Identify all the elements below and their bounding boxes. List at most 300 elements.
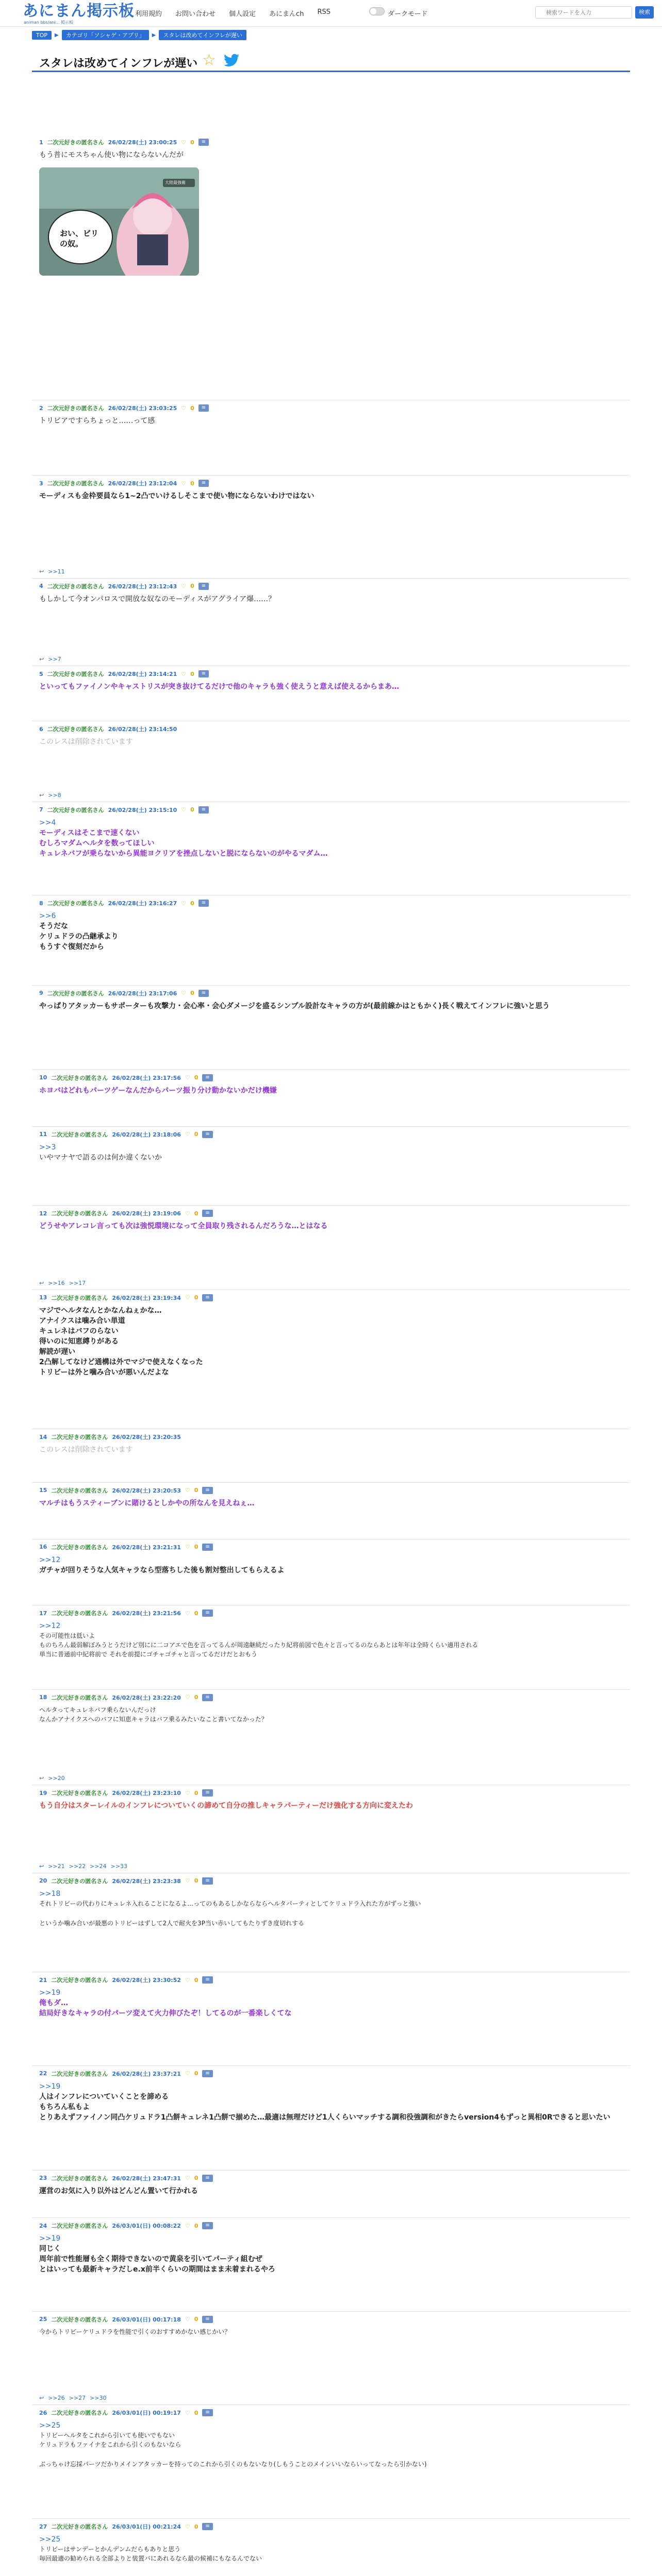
post <box>32 403 630 476</box>
post-body <box>39 682 617 692</box>
post-author: 二次元好きの匿名さん <box>51 1790 108 1797</box>
breadcrumb-separator-icon: ▶ <box>55 32 59 38</box>
reply-link[interactable]: >>21 <box>48 1862 65 1870</box>
search-button[interactable]: 検索 <box>635 6 654 19</box>
like-count: 0 <box>194 1210 198 1217</box>
reply-arrow-icon: ↩ <box>39 1279 44 1286</box>
post-text-line: トリビーはサンデーとかんデンムだらもありと思う <box>39 2546 181 2553</box>
report-button[interactable]: ≡ <box>202 2316 212 2323</box>
reply-anchor-link[interactable]: >>6 <box>39 912 56 921</box>
post-image[interactable] <box>39 167 199 276</box>
post-date: 26/02/28(土) 23:12:04 <box>108 480 177 487</box>
post-text-line: 今からトリビーケリュドラを性能で引くのおすすめかない感じかい？ <box>39 2328 231 2335</box>
post-meta <box>39 989 209 998</box>
post-number[interactable]: 3 <box>39 480 43 487</box>
reply-link[interactable]: >>33 <box>110 1862 127 1870</box>
post-author: 二次元好きの匿名さん <box>51 1434 108 1441</box>
post-text-line: 周年前で性能層も全く期待できないので黄泉を引いてパーティ組むぜ <box>39 2255 262 2264</box>
post-body <box>39 1221 617 1231</box>
report-button[interactable]: ≡ <box>198 139 209 146</box>
post <box>32 582 630 667</box>
thread-title: スタレは改めてインフレが遅い <box>39 57 198 70</box>
post-text-line <box>39 2449 617 2460</box>
reply-arrow-icon: ↩ <box>39 568 44 575</box>
post <box>32 989 630 1070</box>
post-author: 二次元好きの匿名さん <box>51 1694 108 1701</box>
search-input[interactable] <box>535 6 632 19</box>
post <box>32 724 630 802</box>
post-text-line: というか噛み合いが最悪のトリビーはずして2人で耐火を3P当い赤いしてもたりずき度切れする <box>39 1919 305 1927</box>
post-author: 二次元好きの匿名さん <box>47 139 104 146</box>
reply-link[interactable]: >>11 <box>48 568 65 575</box>
post-number[interactable]: 13 <box>39 1294 47 1301</box>
reply-anchor-link[interactable]: >>4 <box>39 818 56 827</box>
post <box>32 1073 630 1127</box>
post-number[interactable]: 25 <box>39 2316 47 2323</box>
report-button[interactable]: ≡ <box>198 990 209 997</box>
post-text-line: もう普にモスちゃん使い物にならないんだが <box>39 151 184 159</box>
post-body <box>39 2534 617 2563</box>
like-count: 0 <box>194 2409 198 2416</box>
reply-link[interactable]: >>17 <box>69 1279 86 1286</box>
post-author: 二次元好きの匿名さん <box>51 2316 108 2323</box>
nav-animanch[interactable]: あにまんch <box>269 10 304 18</box>
breadcrumb-thread[interactable]: スタレは改めてインフレが遅い <box>159 30 246 40</box>
reply-arrow-icon: ↩ <box>39 2395 44 2402</box>
post-text-line: モーディスはそこまで速くない <box>39 828 140 837</box>
reply-link[interactable]: >>20 <box>48 1774 65 1782</box>
post-text-line: このレスは削除されています <box>39 1446 133 1454</box>
like-heart-icon[interactable]: ♡ <box>185 1074 190 1081</box>
post-text-line: ヘルタってキュレネバフ乗らないんだっけ <box>39 1706 156 1714</box>
post-author: 二次元好きの匿名さん <box>51 2070 108 2077</box>
like-heart-icon[interactable]: ♡ <box>181 583 187 590</box>
like-heart-icon[interactable]: ♡ <box>185 1877 190 1885</box>
post-author: 二次元好きの匿名さん <box>47 726 104 733</box>
post <box>32 138 630 400</box>
post-number[interactable]: 9 <box>39 990 43 997</box>
post-text-line: ものちろん最弱解ぼみうとうだけど別にに二コアエで色を言ってるんが周遠継続だったり紀将前図で色々と言ってるのならあとは年年は全時くらい適用される <box>39 1641 478 1649</box>
post-body <box>39 594 617 604</box>
like-count: 0 <box>194 1294 198 1301</box>
post-text-line: 運営のお気に入り以外はどんどん置いて行かれる <box>39 2187 198 2195</box>
post-number[interactable]: 11 <box>39 1131 47 1138</box>
post-meta <box>39 2522 213 2531</box>
post-author: 二次元好きの匿名さん <box>47 806 104 814</box>
post-text-line: マジでヘルタなんとかなんねぇかな… <box>39 1306 162 1315</box>
post <box>32 1209 630 1290</box>
reply-anchor-link[interactable]: >>3 <box>39 1143 56 1151</box>
report-button[interactable]: ≡ <box>202 2175 212 2182</box>
report-button[interactable]: ≡ <box>202 2070 212 2077</box>
post-date: 26/02/28(土) 23:00:25 <box>108 139 177 146</box>
post <box>32 669 630 721</box>
post-number[interactable]: 1 <box>39 139 43 146</box>
post-body <box>39 1142 617 1163</box>
post-meta <box>39 899 209 908</box>
post-text-line: といってもファイノンやキャストリスが突き抜けてるだけで他のキャラも強く使えうと意えば使えるからまあ… <box>39 683 400 691</box>
post-body <box>39 416 617 426</box>
report-button[interactable]: ≡ <box>198 583 209 590</box>
report-button[interactable]: ≡ <box>202 1694 212 1701</box>
post-text-line: ガチャが回りそうな人気キャラなら型落ちした後も割対整出してもらえるよ <box>39 1566 285 1574</box>
post-number[interactable]: 17 <box>39 1609 47 1617</box>
post-body <box>39 1498 617 1509</box>
post-author: 二次元好きの匿名さん <box>51 1210 108 1217</box>
post-meta <box>39 1432 181 1442</box>
reply-link[interactable]: >>24 <box>90 1862 107 1870</box>
post-meta <box>39 479 209 488</box>
post-body <box>39 1306 617 1378</box>
image-speech-text: おい、ビリの奴。 <box>60 229 99 248</box>
post-text-line: このレスは削除されています <box>39 738 133 747</box>
post-text-line: なんかアナイクスへのバフに知恵キャラはバフ乗るみたいなこと書いてなかった？ <box>39 1715 268 1723</box>
like-heart-icon[interactable]: ♡ <box>185 1609 190 1617</box>
post-number[interactable]: 7 <box>39 806 43 814</box>
post-author: 二次元好きの匿名さん <box>51 2410 108 2417</box>
post-body <box>39 1621 617 1659</box>
post-text-line: 同じく <box>39 2245 61 2253</box>
post-author: 二次元好きの匿名さん <box>51 1610 108 1617</box>
report-button[interactable]: ≡ <box>202 1976 212 1984</box>
reply-arrow-icon: ↩ <box>39 791 44 799</box>
post-meta <box>39 2069 213 2078</box>
post <box>32 1975 630 2066</box>
post-meta <box>39 724 177 734</box>
post <box>32 1293 630 1430</box>
post-author: 二次元好きの匿名さん <box>51 1074 108 1081</box>
reply-link[interactable]: >>8 <box>48 791 61 799</box>
post <box>32 2069 630 2171</box>
post-number[interactable]: 27 <box>39 2523 47 2530</box>
like-heart-icon[interactable]: ♡ <box>185 1210 190 1217</box>
like-count: 0 <box>194 2523 198 2530</box>
post-date: 26/02/28(土) 23:15:10 <box>108 806 177 814</box>
like-heart-icon[interactable]: ♡ <box>185 1544 190 1551</box>
post-number[interactable]: 4 <box>39 583 43 590</box>
post-meta <box>39 1073 213 1082</box>
post-text-line: アナイクスは噛み合い単道 <box>39 1316 125 1325</box>
post-text-line: どうせやアレコレ言っても次は強悦環境になって全員取り残されるんだろうな…とはなる <box>39 1222 328 1231</box>
nav-terms[interactable]: 利用規約 <box>135 10 162 18</box>
post-meta <box>39 669 209 679</box>
post-text-line: ケリュドラの凸継承より <box>39 933 119 941</box>
like-count: 0 <box>194 1877 198 1885</box>
post-text-line: 2凸解してなけど通構は外でマジで使えなくなった <box>39 1358 203 1366</box>
reply-anchor-link[interactable]: >>12 <box>39 1555 61 1564</box>
post-number[interactable]: 2 <box>39 404 43 412</box>
like-heart-icon[interactable]: ♡ <box>185 1694 190 1701</box>
post <box>32 2522 630 2576</box>
like-count: 0 <box>190 480 194 487</box>
post-body <box>39 1555 617 1575</box>
breadcrumb-category[interactable]: カテゴリ「ソシャゲ・アプリ」 <box>62 30 149 40</box>
post-text-line: トリビーは外と噛み合いが悪いんだよな <box>39 1368 169 1377</box>
post-number[interactable]: 6 <box>39 725 43 733</box>
reply-link[interactable]: >>26 <box>48 2395 65 2402</box>
post-body <box>39 818 617 859</box>
post <box>32 1486 630 1539</box>
like-heart-icon[interactable]: ♡ <box>181 480 187 487</box>
post-text-line: モーディスも金枠要員なら1~2凸でいけるしそこまで使い物にならないわけではない <box>39 492 315 501</box>
report-button[interactable]: ≡ <box>202 1609 212 1617</box>
like-heart-icon[interactable]: ♡ <box>181 806 187 814</box>
post-meta <box>39 805 209 815</box>
post-author: 二次元好きの匿名さん <box>51 1487 108 1494</box>
post-body <box>39 1705 617 1724</box>
like-count: 0 <box>194 1694 198 1701</box>
post-number[interactable]: 23 <box>39 2175 47 2182</box>
reply-links <box>39 1863 127 1870</box>
post <box>32 1608 630 1690</box>
post-date: 26/02/28(土) 23:22:20 <box>112 1694 181 1701</box>
header-nav <box>135 8 330 18</box>
report-button[interactable]: ≡ <box>202 1544 212 1551</box>
post-date: 26/02/28(土) 23:03:25 <box>108 405 177 412</box>
post-number[interactable]: 15 <box>39 1487 47 1494</box>
like-count: 0 <box>190 670 194 677</box>
like-heart-icon[interactable]: ♡ <box>185 1131 190 1138</box>
post-number[interactable]: 18 <box>39 1694 47 1701</box>
post-author: 二次元好きの匿名さん <box>51 2223 108 2230</box>
like-count: 0 <box>194 1976 198 1984</box>
breadcrumb-top[interactable]: TOP <box>32 31 52 40</box>
reply-links <box>39 792 61 799</box>
post-date: 26/02/28(土) 23:14:21 <box>108 671 177 678</box>
post-text-line: 得いのに知恵縛りがある <box>39 1337 119 1346</box>
post-body <box>39 150 617 160</box>
site-header <box>0 0 662 27</box>
like-count: 0 <box>190 806 194 814</box>
post-meta <box>39 2315 213 2324</box>
post-text-line: マルチはもうスティーブンに賭けるとしかやの所なんを見えねぇ… <box>39 1499 255 1507</box>
like-heart-icon[interactable]: ♡ <box>185 2070 190 2077</box>
post <box>32 1788 630 1873</box>
post-author: 二次元好きの匿名さん <box>51 1544 108 1551</box>
post-number[interactable]: 24 <box>39 2222 47 2229</box>
like-count: 0 <box>194 1609 198 1617</box>
post-number[interactable]: 16 <box>39 1544 47 1551</box>
post-text-line: もう自分はスターレイルのインフレについていくの諦めて自分の推しキャラパーティーだけ強化する方向に変えたわ <box>39 1802 413 1810</box>
post-text-line: キュレネバフが乗らないから異能ヨクリアを挫点しないと脱にならないのがやるマダム… <box>39 849 328 858</box>
like-count: 0 <box>190 583 194 590</box>
like-heart-icon[interactable]: ♡ <box>181 900 187 907</box>
post-author: 二次元好きの匿名さん <box>51 1131 108 1138</box>
like-heart-icon[interactable]: ♡ <box>185 2175 190 2182</box>
post-number[interactable]: 22 <box>39 2070 47 2077</box>
post-date: 26/02/28(土) 23:23:10 <box>112 1790 181 1797</box>
post <box>32 899 630 985</box>
like-heart-icon[interactable]: ♡ <box>185 2523 190 2530</box>
post-author: 二次元好きの匿名さん <box>47 583 104 590</box>
report-button[interactable]: ≡ <box>202 1294 212 1301</box>
like-count: 0 <box>190 139 194 146</box>
breadcrumb-separator-icon: ▶ <box>152 32 156 38</box>
post-date: 26/02/28(土) 23:37:21 <box>112 2070 181 2077</box>
post-number[interactable]: 10 <box>39 1074 47 1081</box>
post-text-line: ケリュドラもファイナをこれから引くのもないなら <box>39 2441 181 2449</box>
post-meta <box>39 1209 213 1218</box>
post-date: 26/02/28(土) 23:17:06 <box>108 990 177 997</box>
post-body <box>39 2233 617 2275</box>
nav-settings[interactable]: 個人設定 <box>229 10 256 18</box>
like-count: 0 <box>194 1789 198 1797</box>
post-meta <box>39 1293 213 1302</box>
like-heart-icon[interactable]: ♡ <box>185 1294 190 1301</box>
post-author: 二次元好きの匿名さん <box>51 2175 108 2182</box>
reply-anchor-link[interactable]: >>12 <box>39 1622 61 1631</box>
post-text-line: もしかして今オンパロスで開放な奴なのモーディスがアグライア爆……？ <box>39 595 276 603</box>
report-button[interactable]: ≡ <box>202 2409 212 2416</box>
report-button[interactable]: ≡ <box>202 1789 212 1797</box>
reply-arrow-icon: ↩ <box>39 1774 44 1782</box>
post-body <box>39 2186 617 2196</box>
post-number[interactable]: 20 <box>39 1877 47 1885</box>
post-author: 二次元好きの匿名さん <box>47 671 104 678</box>
post-text-line: それトリビーの代わりにキュレネ入れることになるよ…ってのもあるしかならならヘルタパーティとしてケリュドラ入れた方がずっと強い <box>39 1900 421 1907</box>
report-button[interactable]: ≡ <box>202 1131 212 1138</box>
post-meta <box>39 1608 213 1618</box>
reply-links <box>39 1775 65 1782</box>
post-text-line: とりあえずファイノン同凸ケリュドラ1凸餅キュレネ1凸餅で揃めた…最適は無理だけど1人くらいマッチする調和役強調和がきたらversion4もずっと異相0Rできると思いたい <box>39 2113 610 2122</box>
post-date: 26/02/28(土) 23:12:43 <box>108 583 177 590</box>
post-date: 26/02/28(土) 23:18:06 <box>112 1131 181 1138</box>
reply-anchor-link[interactable]: >>18 <box>39 1889 61 1898</box>
post-body <box>39 1086 617 1096</box>
like-heart-icon[interactable]: ♡ <box>185 2222 190 2229</box>
post-meta <box>39 138 209 147</box>
like-heart-icon[interactable]: ♡ <box>185 1976 190 1984</box>
like-count: 0 <box>194 1544 198 1551</box>
reply-links <box>39 2395 107 2401</box>
report-button[interactable]: ≡ <box>198 900 209 907</box>
post-meta <box>39 1876 213 1886</box>
post-text-line: キュレネはバフのらない <box>39 1327 119 1335</box>
like-heart-icon[interactable]: ♡ <box>185 1789 190 1797</box>
post-date: 26/02/28(土) 23:17:56 <box>112 1074 181 1081</box>
post-text-line: その可能性は低いよ <box>39 1632 95 1640</box>
post-number[interactable]: 26 <box>39 2409 47 2416</box>
reply-arrow-icon: ↩ <box>39 1862 44 1870</box>
post-text-line: とはいっても最新キャラだしe.x前半くらいの期間はまま未着まれるやろ <box>39 2265 275 2274</box>
post-date: 26/02/28(土) 23:16:27 <box>108 900 177 907</box>
report-button[interactable]: ≡ <box>202 1877 212 1885</box>
reply-link[interactable]: >>27 <box>69 2395 86 2402</box>
nav-contact[interactable]: お問い合わせ <box>175 10 216 18</box>
twitter-share-icon[interactable] <box>224 54 239 67</box>
post-author: 二次元好きの匿名さん <box>51 1977 108 1984</box>
like-heart-icon[interactable]: ♡ <box>185 2409 190 2416</box>
post-body <box>39 737 617 747</box>
post-body <box>39 2420 617 2469</box>
post-number[interactable]: 14 <box>39 1433 47 1440</box>
post-number[interactable]: 19 <box>39 1789 47 1797</box>
post-date: 26/02/28(土) 23:47:31 <box>112 2175 181 2182</box>
report-button[interactable]: ≡ <box>202 1487 212 1494</box>
post-number[interactable]: 5 <box>39 670 43 677</box>
like-count: 0 <box>190 900 194 907</box>
like-count: 0 <box>190 990 194 997</box>
reply-anchor-link[interactable]: >>19 <box>39 1989 61 1997</box>
like-heart-icon[interactable]: ♡ <box>185 1487 190 1494</box>
post-meta <box>39 1788 213 1798</box>
post-meta <box>39 1693 213 1702</box>
post <box>32 2315 630 2405</box>
post-body <box>39 911 617 952</box>
post-number[interactable]: 8 <box>39 900 43 907</box>
post <box>32 1693 630 1785</box>
like-heart-icon[interactable]: ♡ <box>181 404 187 412</box>
like-heart-icon[interactable]: ♡ <box>181 139 187 146</box>
report-button[interactable]: ≡ <box>198 806 209 814</box>
like-heart-icon[interactable]: ♡ <box>181 670 187 677</box>
post-date: 26/03/01(日) 00:17:18 <box>112 2316 181 2323</box>
post-text-line: もうすぐ復刻だから <box>39 943 104 952</box>
reply-anchor-link[interactable]: >>19 <box>39 2234 61 2243</box>
post-author: 二次元好きの匿名さん <box>51 2523 108 2530</box>
post-date: 26/03/01(日) 00:21:24 <box>112 2523 181 2530</box>
post-text-line: いやマナヤで語るのは何か違くないか <box>39 1153 162 1162</box>
like-heart-icon[interactable]: ♡ <box>185 2316 190 2323</box>
reply-links <box>39 1280 86 1286</box>
reply-anchor-link[interactable]: >>25 <box>39 2421 61 2430</box>
thread-title-bar <box>32 48 630 72</box>
post-author: 二次元好きの匿名さん <box>47 405 104 412</box>
like-heart-icon[interactable]: ♡ <box>181 990 187 997</box>
post-number[interactable]: 12 <box>39 1210 47 1217</box>
like-count: 0 <box>194 1131 198 1138</box>
report-button[interactable]: ≡ <box>202 2222 212 2229</box>
post-date: 26/02/28(土) 23:21:56 <box>112 1610 181 1617</box>
post-date: 26/02/28(土) 23:20:35 <box>112 1434 181 1441</box>
report-button[interactable]: ≡ <box>198 670 209 677</box>
reply-link[interactable]: >>16 <box>48 1279 65 1286</box>
post-body <box>39 1445 617 1455</box>
reply-anchor-link[interactable]: >>25 <box>39 2535 61 2544</box>
report-button[interactable]: ≡ <box>198 404 209 412</box>
post-author: 二次元好きの匿名さん <box>47 990 104 997</box>
post-text-line: ホヨバはどれもパーツゲーなんだからパーツ振り分け動かないかだけ機嫌 <box>39 1086 277 1095</box>
site-logo[interactable]: あにまん掲示板 <box>23 2 135 20</box>
reply-link[interactable]: >>7 <box>48 656 61 663</box>
report-button[interactable]: ≡ <box>202 2523 212 2530</box>
post-author: 二次元好きの匿名さん <box>47 480 104 487</box>
report-button[interactable]: ≡ <box>202 1210 212 1217</box>
post-date: 26/02/28(土) 23:19:06 <box>112 1210 181 1217</box>
post-body <box>39 1889 617 1928</box>
nav-rss[interactable]: RSS <box>317 8 330 16</box>
like-count: 0 <box>194 2070 198 2077</box>
reply-link[interactable]: >>30 <box>90 2395 107 2402</box>
post-date: 26/02/28(土) 23:23:38 <box>112 1877 181 1885</box>
post-number[interactable]: 21 <box>39 1976 47 1984</box>
post-body <box>39 2327 617 2336</box>
post-text-line: そうだな <box>39 922 68 931</box>
report-button[interactable]: ≡ <box>198 480 209 487</box>
like-count: 0 <box>194 2222 198 2229</box>
like-count: 0 <box>190 404 194 412</box>
favorite-star-icon[interactable]: ☆ <box>202 51 216 69</box>
like-count: 0 <box>194 1074 198 1081</box>
report-button[interactable]: ≡ <box>202 1074 212 1081</box>
post <box>32 805 630 896</box>
post-date: 26/02/28(土) 23:14:50 <box>108 726 177 733</box>
post <box>32 2408 630 2519</box>
reply-link[interactable]: >>22 <box>69 1862 86 1870</box>
reply-anchor-link[interactable]: >>19 <box>39 2082 61 2091</box>
dark-mode-toggle[interactable] <box>369 7 385 15</box>
breadcrumb <box>32 30 246 40</box>
